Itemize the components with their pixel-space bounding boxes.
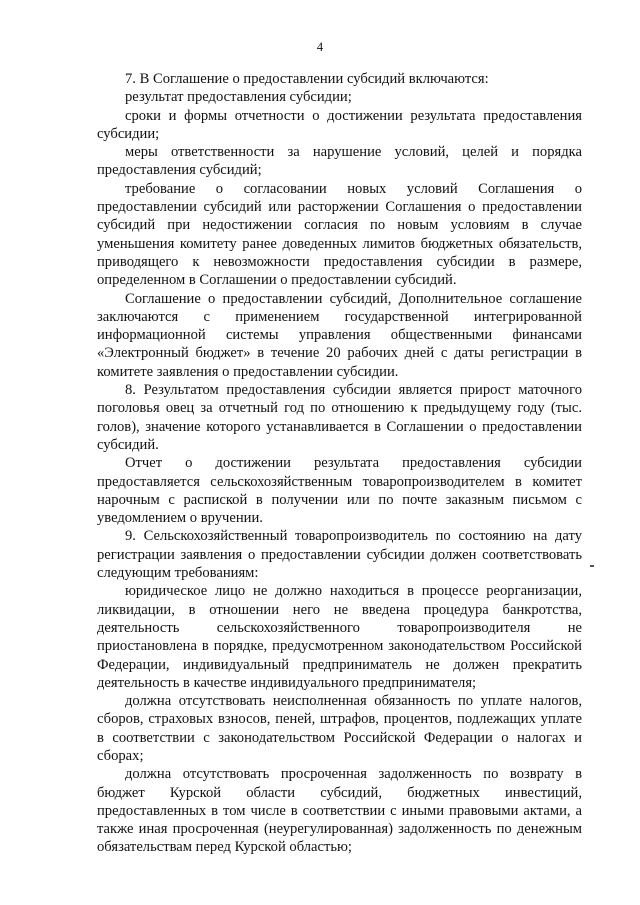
- paragraph-list-item: результат предоставления субсидии;: [125, 89, 352, 106]
- paragraph-report: Отчет о достижении результата предоставления субсидии предоставляется сельскохозяйственным товаропроизводителем в комитет нарочным с распиской в получении или по почте заказным письмом с уведомлением о вручении.: [97, 455, 582, 527]
- document-body: [97, 70, 582, 857]
- paragraph-list-item: сроки и формы отчетности о достижении результата предоставления субсидии;: [97, 107, 582, 142]
- page-number: 4: [316, 40, 324, 54]
- scan-artifact: [590, 565, 594, 567]
- paragraph-8: 8. Результатом предоставления субсидии является прирост маточного поголовья овец за отчетный год по отношению к предыдущему году (тыс. голов), значение которого устанавливается в Соглашении о предоставлении субсидий.: [97, 382, 582, 453]
- paragraph-list-item: меры ответственности за нарушение условий, целей и порядка предоставления субсидий;: [97, 144, 582, 179]
- paragraph-agreement: Соглашение о предоставлении субсидий, Дополнительное соглашение заключаются с применением государственной интегрированной информационной системы управления общественными финансами «Электронный бюджет» в течение 20 рабочих дней с даты регистрации в комитете заявления о предоставлении субсидии.: [97, 290, 582, 380]
- paragraph-list-item: должна отсутствовать просроченная задолженность по возврату в бюджет Курской области субсидий, бюджетных инвестиций, предоставленных в том числе в соответствии с иными правовыми актами, а также иная просроченная (неурегулированная) задолженность по денежным обязательствам перед Курской областью;: [97, 766, 582, 856]
- paragraph-list-item: должна отсутствовать неисполненная обязанность по уплате налогов, сборов, страховых взносов, пеней, штрафов, процентов, подлежащих уплате в соответствии с законодательством Российской Федерации о налогах и сборах;: [97, 693, 582, 764]
- paragraph-list-item: юридическое лицо не должно находиться в процессе реорганизации, ликвидации, в отношении него не введена процедура банкротства, деятельность сельскохозяйственного товаропроизводителя не приостановлена в порядке, предусмотренном законодательством Российской Федерации, индивидуальный предприниматель не должен прекратить деятельность в качестве индивидуального предпринимателя;: [97, 583, 582, 691]
- paragraph-7-heading: 7. В Соглашение о предоставлении субсидий включаются:: [125, 71, 489, 87]
- paragraph-9: 9. Сельскохозяйственный товаропроизводитель по состоянию на дату регистрации заявления о предоставлении субсидии должен соответствовать следующим требованиям:: [97, 528, 582, 582]
- paragraph-list-item: требование о согласовании новых условий Соглашения о предоставлении субсидий или расторжении Соглашения о предоставлении субсидий при недостижении согласия по новым условиям в случае уменьшения комитету ранее доведенных лимитов бюджетных обязательств, приводящего к невозможности предоставления субсидии в размере, определенном в Соглашении о предоставлении субсидий.: [97, 180, 582, 289]
